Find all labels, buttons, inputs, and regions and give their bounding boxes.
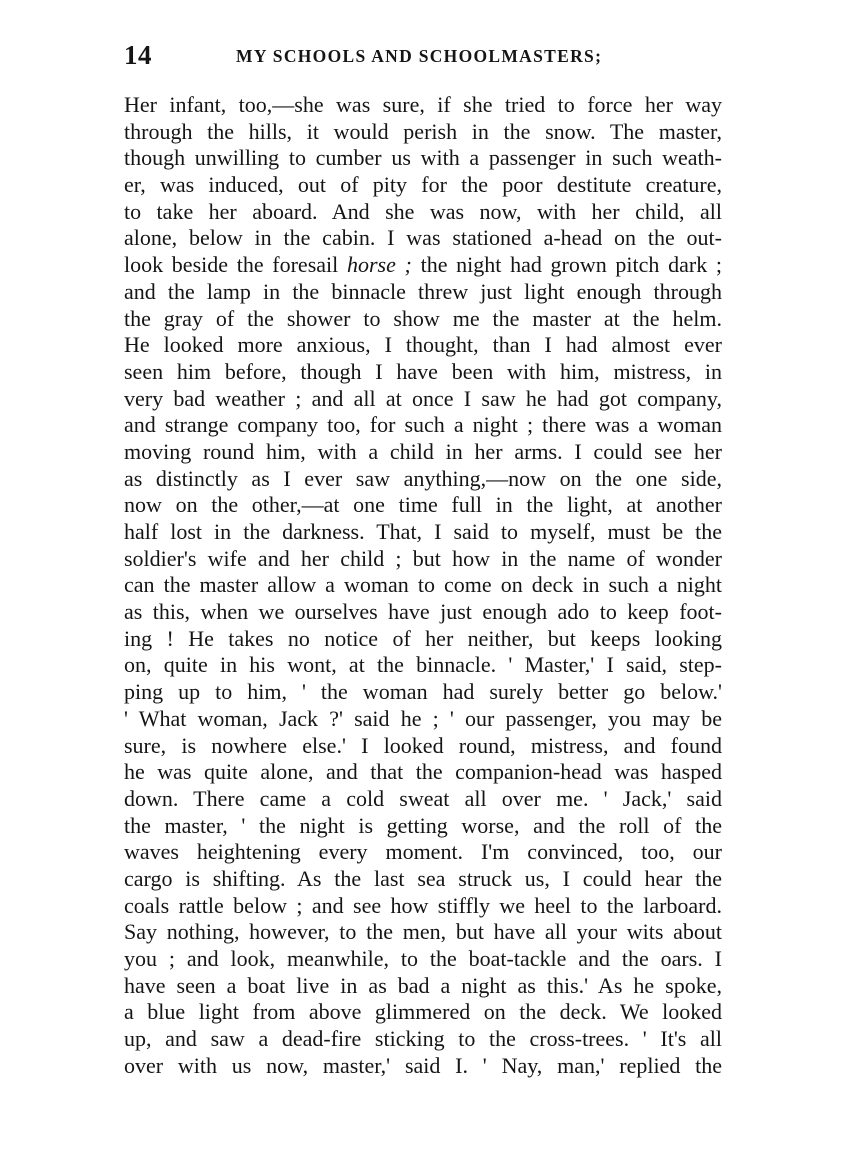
text-line: can the master allow a woman to come on deck in such a night	[124, 572, 722, 598]
text-line: ping up to him, ' the woman had surely better go below.'	[124, 679, 722, 705]
text-line: the gray of the shower to show me the master at the helm.	[124, 305, 722, 331]
page-number: 14	[124, 40, 152, 70]
text-line: ing ! He takes no notice of her neither, but keeps looking	[124, 625, 722, 651]
text-line: moving round him, with a child in her arms. I could see her	[124, 438, 722, 464]
text-line: coals rattle below ; and see how stiffly we heel to the larboard.	[124, 892, 722, 918]
text-line: as this, when we ourselves have just enough ado to keep foot-	[124, 599, 722, 625]
text-line: on, quite in his wont, at the binnacle. ' Master,' I said, step-	[124, 652, 722, 678]
text-line: half lost in the darkness. That, I said to myself, must be the	[124, 519, 722, 544]
text-line: the master, ' the night is getting worse, and the roll of the	[124, 812, 722, 838]
text-line: ' What woman, Jack ?' said he ; ' our passenger, you may be	[124, 705, 722, 731]
text-line: and the lamp in the binnacle threw just light enough through	[124, 278, 722, 304]
text-line: very bad weather ; and all at once I saw he had got company,	[124, 385, 722, 411]
running-title: MY SCHOOLS AND SCHOOLMASTERS;	[236, 46, 603, 66]
text-line	[124, 252, 722, 279]
text-segment: look beside the foresail	[124, 252, 339, 278]
text-line: down. There came a cold sweat all over me. ' Jack,' said	[124, 785, 722, 811]
text-line: have seen a boat live in as bad a night as this.' As he spoke,	[124, 972, 722, 998]
text-line: you ; and look, meanwhile, to the boat-tackle and the oars. I	[124, 946, 722, 971]
text-line: up, and saw a dead-fire sticking to the cross-trees. ' It's all	[124, 1026, 722, 1052]
running-head	[124, 38, 728, 78]
text-segment: the night had grown pitch dark ;	[420, 252, 723, 278]
text-line: over with us now, master,' said I. ' Nay, man,' replied the	[124, 1052, 722, 1078]
text-line: as distinctly as I ever saw anything,—now on the one side,	[124, 465, 722, 491]
text-line: seen him before, though I have been with him, mistress, in	[124, 358, 722, 384]
text-line: Her infant, too,—she was sure, if she tried to force her way	[124, 92, 722, 117]
text-line: cargo is shifting. As the last sea struck us, I could hear the	[124, 865, 722, 891]
text-line: alone, below in the cabin. I was stationed a-head on the out-	[124, 225, 722, 251]
text-line: soldier's wife and her child ; but how in the name of wonder	[124, 545, 722, 571]
text-line: sure, is nowhere else.' I looked round, mistress, and found	[124, 732, 722, 758]
text-line: a blue light from above glimmered on the deck. We looked	[124, 999, 722, 1025]
body-text	[124, 92, 722, 1079]
text-line: and strange company too, for such a night ; there was a woman	[124, 412, 722, 438]
text-line: er, was induced, out of pity for the poor destitute creature,	[124, 172, 722, 198]
text-line: through the hills, it would perish in the snow. The master,	[124, 118, 722, 144]
text-line: to take her aboard. And she was now, with her child, all	[124, 198, 722, 224]
text-line: he was quite alone, and that the companion-head was hasped	[124, 759, 722, 785]
text-line: Say nothing, however, to the men, but have all your wits about	[124, 919, 722, 945]
text-line: waves heightening every moment. I'm convinced, too, our	[124, 839, 722, 865]
text-line: though unwilling to cumber us with a passenger in such weath-	[124, 145, 722, 171]
text-line: now on the other,—at one time full in the light, at another	[124, 492, 722, 518]
italic-word: horse ;	[346, 252, 412, 278]
text-line: He looked more anxious, I thought, than I had almost ever	[124, 332, 722, 358]
